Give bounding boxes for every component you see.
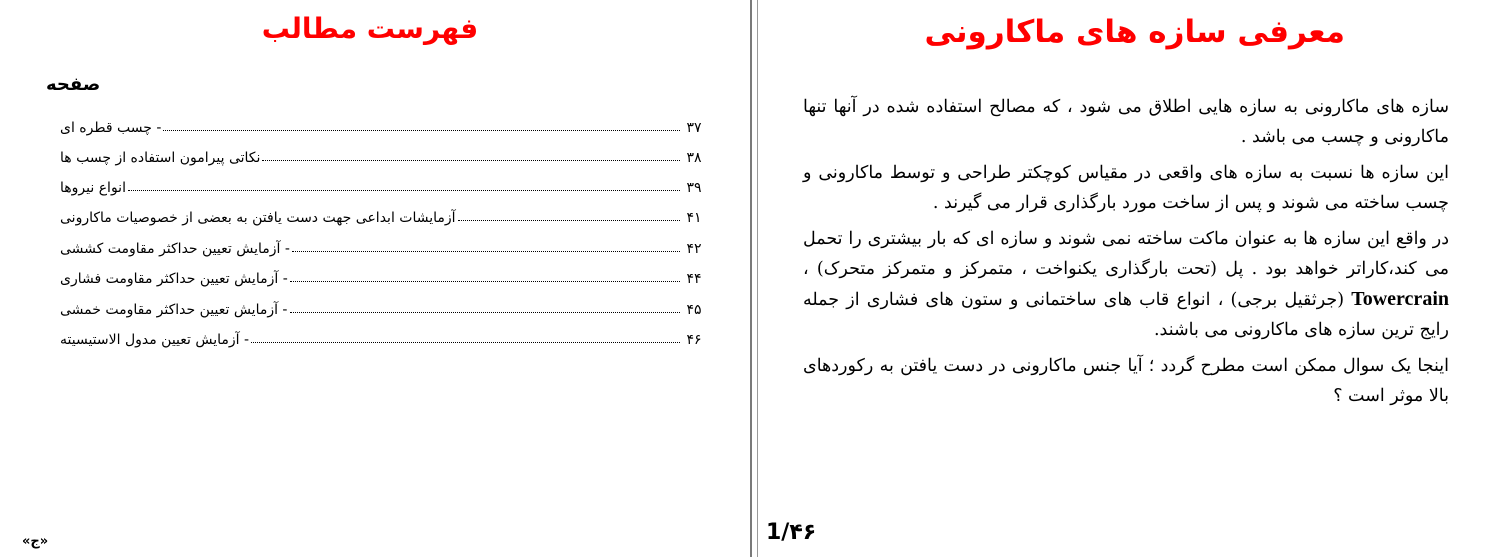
toc-leader-dots	[292, 250, 680, 252]
toc-entry[interactable]	[58, 172, 706, 196]
toc-entry-page: ۴۲	[686, 241, 702, 257]
toc-entry-text: - آزمایش تعیین حداکثر مقاومت کششی	[60, 241, 290, 257]
toc-leader-dots	[290, 311, 681, 313]
intro-paragraph: این سازه ها نسبت به سازه های واقعی در مقیاس کوچکتر طراحی و توسط ماکارونی و چسب ساخته می شوند و پس از ساخت مورد بارگذاری قرار می گیرند .	[803, 163, 1449, 213]
toc-entry[interactable]	[58, 324, 706, 348]
intro-page-number: 1/۴۶	[766, 520, 817, 545]
toc-entry[interactable]	[58, 233, 706, 257]
toc-entry[interactable]	[58, 112, 706, 136]
toc-entry-text: - آزمایش تعیین مدول الاستیسیته	[60, 332, 250, 348]
toc-leader-dots	[262, 159, 680, 161]
toc-entry-text: انواع نیروها	[60, 180, 126, 196]
toc-entry-text: - آزمایش تعیین حداکثر مقاومت فشاری	[60, 271, 288, 287]
toc-leader-dots	[458, 219, 680, 221]
toc-entry[interactable]	[58, 202, 706, 226]
intro-paragraph	[803, 224, 1449, 345]
toc-entry[interactable]	[58, 142, 706, 166]
toc-entry-text: نکاتی پیرامون استفاده از چسب ها	[60, 150, 261, 166]
toc-leader-dots	[290, 280, 680, 282]
intro-paragraph: اینجا یک سوال ممکن است مطرح گردد ؛ آیا جنس ماکارونی در دست یافتن به رکوردهای بالا موثر است ؟	[803, 356, 1449, 406]
toc-entry[interactable]	[58, 294, 706, 318]
toc-leader-dots	[163, 129, 680, 131]
towercrain-term: Towercrain	[1351, 288, 1449, 310]
toc-header-page: صفحه	[46, 74, 101, 95]
intro-title: معرفی سازه های ماکارونی	[924, 14, 1345, 50]
toc-entry-page: ۴۴	[686, 271, 702, 287]
toc-entry[interactable]	[58, 263, 706, 287]
toc-leader-dots	[251, 341, 680, 343]
toc-entry-page: ۴۱	[686, 210, 702, 226]
intro-paragraph: سازه های ماکارونی به سازه هایی اطلاق می شود ، که مصالح استفاده شده در آنها تنها ماکارونی و چسب می باشد .	[803, 97, 1449, 147]
toc-entry-text: - چسب قطره ای	[60, 120, 162, 136]
toc-entry-text: - آزمایش تعیین حداکثر مقاومت خمشی	[60, 302, 288, 318]
toc-page-number: «ج»	[22, 534, 49, 549]
toc-entry-page: ۳۸	[686, 150, 702, 166]
intro-paragraph-text: (جرثقیل برجی) ، انواع قاب های ساختمانی و ستون های فشاری از جمله رایج ترین سازه های ماکارونی می باشند.	[803, 290, 1449, 340]
toc-leader-dots	[128, 189, 680, 191]
toc-title: فهرست مطالب	[261, 12, 479, 45]
intro-paragraph-text: در واقع این سازه ها به عنوان ماکت ساخته نمی شوند و سازه ای که بار بیشتری را تحمل می کند،کاراتر خواهد بود . پل (تحت بارگذاری یکنواخت ، متمرکز و متمرکز متحرک) ،	[803, 229, 1449, 279]
toc-entry-page: ۴۵	[686, 302, 702, 318]
toc-entry-page: ۳۹	[686, 180, 702, 196]
toc-entry-page: ۳۷	[686, 120, 702, 136]
page-divider	[757, 0, 758, 557]
toc-entry-page: ۴۶	[686, 332, 702, 348]
intro-body	[803, 92, 1449, 417]
page-divider	[750, 0, 752, 557]
toc-entry-text: آزمایشات ابداعی جهت دست یافتن به بعضی از خصوصیات ماکارونی	[60, 210, 456, 226]
